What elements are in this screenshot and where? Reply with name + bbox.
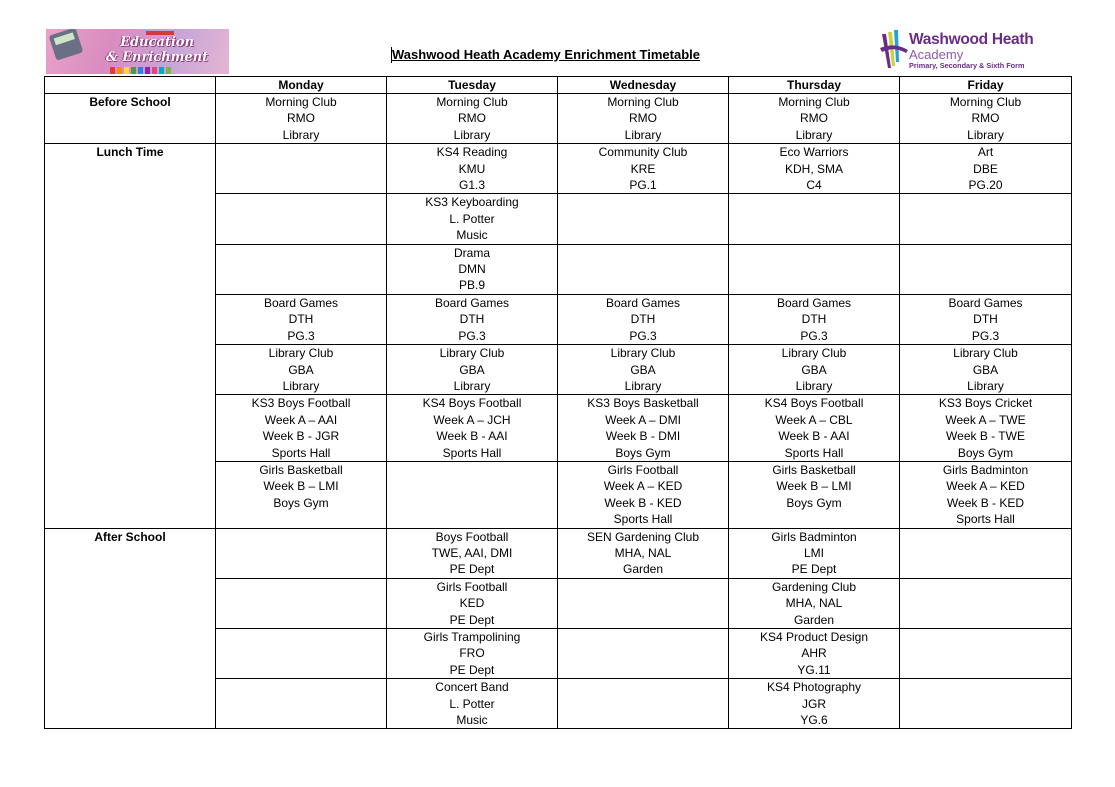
activity-line: Gardening Club: [771, 579, 857, 594]
activity-line: C4: [806, 178, 822, 193]
activity-cell-monday: [216, 395, 387, 462]
activity-cell-friday: [900, 345, 1072, 395]
column-header-wednesday: Wednesday: [558, 77, 729, 94]
activity-line: Library Club: [268, 346, 334, 361]
period-label: Lunch Time: [45, 144, 216, 528]
activity-line: PE Dept: [449, 612, 495, 627]
activity-line: Morning Club: [778, 95, 850, 109]
activity-line: KS4 Reading: [436, 145, 508, 160]
activity-cell-tuesday: [387, 528, 558, 578]
activity-line: Sports Hall: [271, 445, 331, 460]
activity-line: PG.20: [968, 178, 1003, 193]
activity-line: DTH: [973, 312, 998, 327]
activity-line: Garden: [793, 612, 835, 627]
activity-line: Library: [967, 127, 1004, 142]
activity-line: PG.3: [287, 328, 315, 343]
activity-cell-thursday: [729, 294, 900, 344]
activity-line: Music: [456, 228, 488, 243]
activity-cell-monday: [216, 94, 387, 144]
activity-line: Board Games: [605, 295, 681, 310]
activity-line: KS4 Boys Football: [764, 396, 864, 411]
activity-cell-tuesday: [387, 144, 558, 194]
activity-line: KS3 Boys Football: [251, 396, 351, 411]
activity-line: PG.3: [971, 328, 1000, 343]
activity-line: KMU: [458, 161, 486, 176]
logo-sub: Academy: [909, 47, 964, 62]
calculator-icon: [49, 29, 84, 61]
activity-line: Board Games: [263, 295, 339, 310]
column-header-thursday: Thursday: [729, 77, 900, 94]
activity-line: Girls Football: [607, 462, 679, 477]
activity-cell-wednesday: [558, 629, 729, 679]
activity-line: LMI: [803, 545, 824, 560]
activity-cell-thursday: [729, 345, 900, 395]
activity-line: Week B - JGR: [262, 429, 340, 444]
activity-line: Board Games: [434, 295, 510, 310]
activity-cell-friday: [900, 578, 1072, 628]
activity-cell-thursday: [729, 629, 900, 679]
enrichment-timetable: [44, 76, 1072, 729]
activity-line: Library: [453, 378, 491, 393]
activity-line: SEN Gardening Club: [586, 529, 700, 544]
activity-line: Girls Badminton: [942, 462, 1029, 477]
activity-line: Week B - DMI: [605, 429, 681, 444]
activity-line: Boys Football: [435, 529, 509, 544]
table-row: [45, 94, 1072, 144]
activity-line: GBA: [972, 362, 999, 377]
activity-line: KED: [459, 596, 485, 611]
activity-cell-monday: [216, 294, 387, 344]
activity-line: Week B - AAI: [436, 429, 508, 444]
activity-cell-tuesday: [387, 194, 558, 244]
activity-line: Morning Club: [607, 95, 679, 109]
activity-line: Library Club: [439, 346, 505, 361]
activity-cell-thursday: [729, 194, 900, 244]
activity-cell-thursday: [729, 578, 900, 628]
activity-line: KRE: [630, 161, 656, 176]
activity-line: KS4 Product Design: [759, 630, 869, 644]
activity-cell-wednesday: [558, 345, 729, 395]
activity-line: AHR: [801, 646, 827, 661]
activity-line: Concert Band: [435, 680, 509, 695]
activity-line: YG.6: [800, 713, 828, 728]
column-header-period: [45, 77, 216, 94]
activity-line: RMO: [458, 111, 486, 126]
column-header-monday: Monday: [216, 77, 387, 94]
activity-cell-friday: [900, 194, 1072, 244]
activity-line: FRO: [459, 646, 485, 661]
activity-line: Boys Gym: [786, 495, 842, 510]
activity-cell-wednesday: [558, 244, 729, 294]
activity-line: RMO: [629, 111, 657, 126]
activity-line: Library: [282, 127, 320, 142]
activity-cell-tuesday: [387, 578, 558, 628]
activity-line: G1.3: [458, 178, 485, 193]
activity-line: Week B – LMI: [776, 479, 852, 494]
activity-line: Sports Hall: [613, 512, 673, 527]
activity-cell-wednesday: [558, 528, 729, 578]
activity-line: Library: [453, 127, 491, 142]
activity-cell-monday: [216, 144, 387, 194]
activity-line: Week B – LMI: [263, 479, 339, 494]
activity-cell-monday: [216, 194, 387, 244]
activity-line: Boys Gym: [273, 495, 329, 510]
activity-line: Girls Basketball: [772, 462, 856, 477]
activity-line: Week A – KED: [946, 479, 1025, 494]
banner-line-1: Education: [120, 35, 194, 50]
activity-line: Sports Hall: [956, 512, 1015, 527]
school-logo: [878, 28, 1073, 72]
activity-cell-wednesday: [558, 94, 729, 144]
activity-line: Girls Trampolining: [423, 630, 521, 644]
activity-line: Girls Badminton: [771, 529, 857, 544]
activity-cell-tuesday: [387, 244, 558, 294]
activity-line: DBE: [973, 161, 998, 176]
activity-line: DTH: [288, 312, 314, 327]
activity-line: JGR: [802, 696, 826, 711]
activity-line: RMO: [800, 111, 828, 126]
activity-cell-wednesday: [558, 395, 729, 462]
activity-cell-friday: [900, 629, 1072, 679]
activity-cell-wednesday: [558, 144, 729, 194]
activity-cell-tuesday: [387, 294, 558, 344]
activity-cell-friday: [900, 395, 1072, 462]
activity-line: PG.3: [800, 328, 828, 343]
table-row: [45, 144, 1072, 194]
activity-line: Music: [456, 713, 488, 728]
activity-line: Week A – CBL: [775, 412, 853, 427]
activity-cell-monday: [216, 679, 387, 729]
activity-cell-wednesday: [558, 194, 729, 244]
activity-cell-thursday: [729, 94, 900, 144]
activity-line: Week A – DMI: [605, 412, 681, 427]
activity-cell-wednesday: [558, 294, 729, 344]
activity-line: Library: [624, 127, 662, 142]
activity-line: KS3 Keyboarding: [425, 195, 519, 210]
column-header-tuesday: Tuesday: [387, 77, 558, 94]
activity-line: L. Potter: [449, 696, 495, 711]
page-title: Washwood Heath Academy Enrichment Timetable: [392, 47, 700, 62]
header-row: [45, 77, 1072, 94]
activity-line: Drama: [453, 245, 490, 260]
activity-cell-thursday: [729, 461, 900, 528]
activity-cell-friday: [900, 461, 1072, 528]
activity-line: GBA: [459, 362, 485, 377]
activity-cell-friday: [900, 144, 1072, 194]
activity-line: Week A – KED: [603, 479, 683, 494]
activity-line: PB.9: [458, 278, 485, 293]
activity-line: Boys Gym: [615, 445, 671, 460]
activity-line: PE Dept: [449, 562, 495, 577]
activity-cell-thursday: [729, 528, 900, 578]
period-label: Before School: [45, 94, 216, 144]
activity-cell-wednesday: [558, 461, 729, 528]
activity-line: Week A – AAI: [264, 412, 338, 427]
activity-line: KS4 Photography: [766, 680, 862, 695]
logo-name: Washwood Heath: [909, 31, 1034, 48]
activity-line: Art: [977, 145, 994, 160]
activity-line: Sports Hall: [784, 445, 844, 460]
activity-line: Library: [624, 378, 662, 393]
activity-cell-monday: [216, 528, 387, 578]
school-logo-icon: [878, 28, 910, 72]
education-enrichment-banner: [46, 29, 229, 74]
activity-cell-monday: [216, 629, 387, 679]
activity-line: Library: [795, 378, 833, 393]
logo-tagline: Primary, Secondary & Sixth Form: [909, 61, 1025, 70]
activity-line: KS4 Boys Football: [422, 396, 522, 411]
activity-cell-thursday: [729, 144, 900, 194]
activity-line: Girls Basketball: [259, 462, 343, 477]
activity-line: Sports Hall: [442, 445, 502, 460]
activity-line: Morning Club: [265, 95, 337, 109]
activity-line: RMO: [971, 111, 1000, 126]
activity-line: Boys Gym: [957, 445, 1014, 460]
activity-line: Library: [795, 127, 833, 142]
activity-line: MHA, NAL: [785, 596, 843, 611]
activity-cell-tuesday: [387, 461, 558, 528]
activity-line: Library: [967, 378, 1004, 393]
activity-cell-wednesday: [558, 578, 729, 628]
activity-line: KS3 Boys Basketball: [587, 396, 699, 411]
activity-line: Library Club: [953, 346, 1018, 361]
period-label: After School: [45, 528, 216, 729]
activity-cell-monday: [216, 244, 387, 294]
activity-line: Library Club: [610, 346, 676, 361]
activity-line: Board Games: [776, 295, 852, 310]
activity-line: KDH, SMA: [784, 161, 843, 176]
activity-cell-thursday: [729, 244, 900, 294]
activity-line: DTH: [459, 312, 485, 327]
activity-line: Week B - AAI: [778, 429, 850, 444]
activity-line: PG.3: [629, 328, 657, 343]
column-header-friday: Friday: [900, 77, 1072, 94]
activity-line: Week A – JCH: [433, 412, 511, 427]
activity-cell-tuesday: [387, 94, 558, 144]
activity-cell-tuesday: [387, 345, 558, 395]
activity-cell-monday: [216, 578, 387, 628]
activity-line: DMN: [458, 262, 486, 277]
activity-cell-thursday: [729, 395, 900, 462]
banner-line-2: & Enrichment: [105, 50, 209, 65]
activity-line: PE Dept: [449, 662, 495, 677]
activity-cell-tuesday: [387, 629, 558, 679]
activity-cell-thursday: [729, 679, 900, 729]
activity-line: YG.11: [797, 662, 831, 677]
activity-line: GBA: [630, 362, 656, 377]
activity-line: MHA, NAL: [614, 545, 672, 560]
activity-cell-friday: [900, 294, 1072, 344]
activity-cell-monday: [216, 345, 387, 395]
activity-line: Garden: [622, 562, 664, 577]
activity-cell-friday: [900, 94, 1072, 144]
table-row: [45, 528, 1072, 578]
activity-cell-monday: [216, 461, 387, 528]
activity-line: Morning Club: [436, 95, 508, 109]
activity-line: Eco Warriors: [779, 145, 849, 160]
activity-line: Girls Football: [436, 579, 508, 594]
activity-line: KS3 Boys Cricket: [938, 396, 1033, 411]
crayons-icon: [110, 67, 171, 74]
activity-line: Week B - TWE: [946, 429, 1025, 444]
activity-line: DTH: [630, 312, 656, 327]
activity-cell-wednesday: [558, 679, 729, 729]
activity-line: Week B - KED: [604, 495, 682, 510]
activity-line: Board Games: [948, 295, 1023, 310]
activity-line: TWE, AAI, DMI: [431, 545, 513, 560]
activity-line: Library Club: [781, 346, 847, 361]
activity-line: Library: [282, 378, 320, 393]
activity-cell-tuesday: [387, 395, 558, 462]
activity-line: Morning Club: [949, 95, 1022, 109]
activity-cell-friday: [900, 244, 1072, 294]
activity-line: GBA: [288, 362, 314, 377]
activity-line: DTH: [801, 312, 827, 327]
activity-cell-tuesday: [387, 679, 558, 729]
activity-line: GBA: [801, 362, 827, 377]
activity-line: RMO: [287, 111, 315, 126]
activity-line: Week B - KED: [946, 495, 1025, 510]
activity-line: Week A – TWE: [945, 412, 1026, 427]
activity-cell-friday: [900, 528, 1072, 578]
activity-line: PE Dept: [791, 562, 837, 577]
activity-line: PG.1: [629, 178, 657, 193]
activity-line: Community Club: [598, 145, 688, 160]
activity-cell-friday: [900, 679, 1072, 729]
activity-line: L. Potter: [449, 211, 495, 226]
activity-line: PG.3: [458, 328, 486, 343]
